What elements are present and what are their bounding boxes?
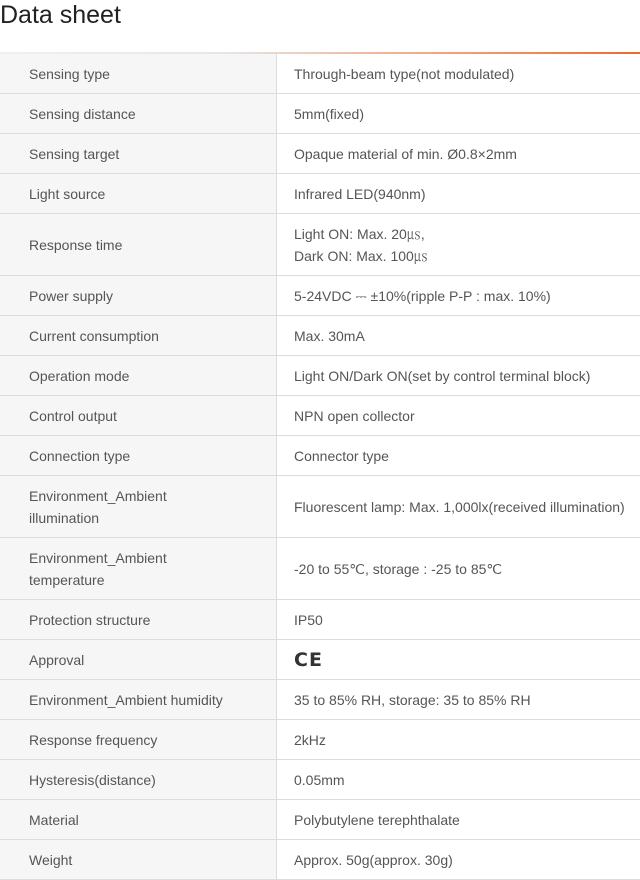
table-row	[0, 134, 640, 174]
table-row	[0, 316, 640, 356]
table-row	[0, 54, 640, 94]
row-value: Light ON/Dark ON(set by control terminal block)	[294, 367, 591, 384]
row-label-line: illumination	[29, 509, 100, 526]
row-value: IP50	[294, 611, 323, 628]
row-label-line: Environment_Ambient	[29, 549, 167, 566]
data-sheet-table	[0, 54, 640, 880]
row-value: -20 to 55℃, storage : -25 to 85℃	[294, 560, 503, 577]
row-value	[277, 214, 640, 275]
row-label	[0, 476, 277, 537]
row-value: NPN open collector	[294, 407, 415, 424]
table-row	[0, 94, 640, 134]
row-value: 35 to 85% RH, storage: 35 to 85% RH	[294, 691, 531, 708]
row-value: 5mm(fixed)	[294, 105, 365, 122]
row-value: Approx. 50g(approx. 30g)	[294, 851, 453, 868]
row-label: Hysteresis(distance)	[0, 760, 277, 799]
row-label	[0, 538, 277, 599]
row-value: 2kHz	[294, 731, 326, 748]
table-row	[0, 800, 640, 840]
row-label: Protection structure	[0, 600, 277, 639]
row-value	[277, 640, 640, 679]
table-row	[0, 436, 640, 476]
row-label: Sensing distance	[0, 94, 277, 133]
row-value: Through-beam type(not modulated)	[294, 65, 515, 82]
page-title: Data sheet	[0, 1, 121, 29]
row-value: Max. 30mA	[294, 327, 365, 344]
row-value: Polybutylene terephthalate	[294, 811, 460, 828]
row-label: Control output	[0, 396, 277, 435]
row-value: 0.05mm	[294, 771, 345, 788]
row-label: Operation mode	[0, 356, 277, 395]
row-value-line: Light ON: Max. 20㎲,	[294, 225, 425, 242]
row-label: Approval	[0, 640, 277, 679]
row-label: Weight	[0, 840, 277, 879]
row-label-line: temperature	[29, 571, 105, 588]
row-value: Connector type	[294, 447, 389, 464]
table-row	[0, 720, 640, 760]
row-label: Current consumption	[0, 316, 277, 355]
row-label-line: Environment_Ambient	[29, 487, 167, 504]
row-label: Light source	[0, 174, 277, 213]
row-label: Response frequency	[0, 720, 277, 759]
table-row	[0, 276, 640, 316]
table-row	[0, 680, 640, 720]
row-value: 5-24VDC ⎓ ±10%(ripple P-P : max. 10%)	[294, 287, 551, 304]
row-value: Fluorescent lamp: Max. 1,000lx(received illumination)	[294, 498, 625, 515]
row-label: Connection type	[0, 436, 277, 475]
table-row	[0, 174, 640, 214]
row-label: Environment_Ambient humidity	[0, 680, 277, 719]
row-value: Infrared LED(940nm)	[294, 185, 426, 202]
row-label: Sensing type	[0, 54, 277, 93]
table-row	[0, 600, 640, 640]
table-row	[0, 640, 640, 680]
table-row	[0, 356, 640, 396]
row-label: Power supply	[0, 276, 277, 315]
table-row	[0, 214, 640, 276]
table-row	[0, 760, 640, 800]
ce-mark-icon: CE	[294, 648, 323, 671]
table-row	[0, 476, 640, 538]
table-row	[0, 840, 640, 880]
row-label: Response time	[0, 214, 277, 275]
row-label: Material	[0, 800, 277, 839]
table-row	[0, 396, 640, 436]
table-row	[0, 538, 640, 600]
row-value-line: Dark ON: Max. 100㎲	[294, 247, 428, 264]
row-value: Opaque material of min. Ø0.8×2mm	[294, 145, 517, 162]
row-label: Sensing target	[0, 134, 277, 173]
